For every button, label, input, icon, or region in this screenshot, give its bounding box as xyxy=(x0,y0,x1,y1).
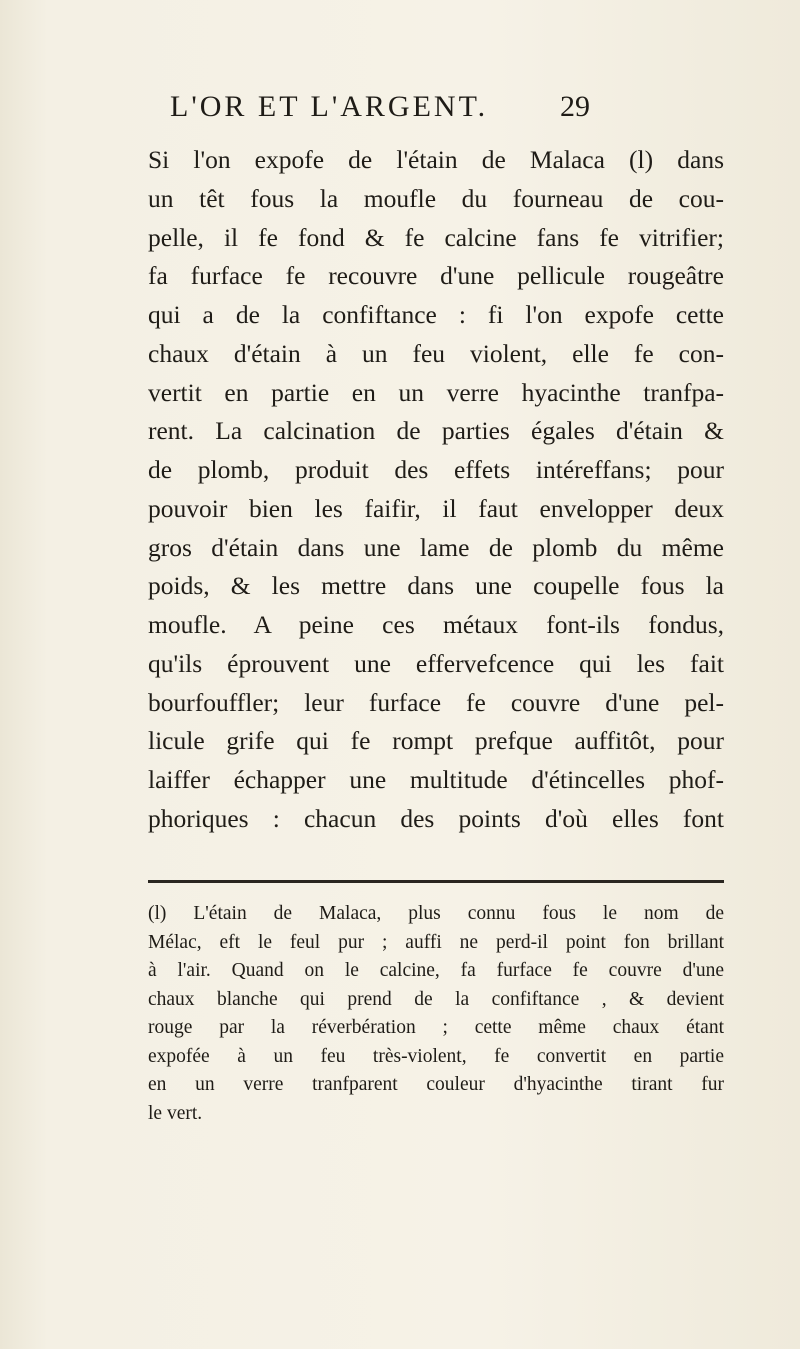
footnote-line: rouge par la réverbération ; cette même chaux étant xyxy=(148,1017,724,1038)
text-line: gros d'étain dans une lame de plomb du même xyxy=(148,532,724,562)
running-header xyxy=(170,90,590,124)
text-line: Si l'on expofe de l'étain de Malaca (l) dans xyxy=(148,145,724,174)
page-number: 29 xyxy=(560,90,590,123)
footnote-line: Mélac, eft le feul pur ; auffi ne perd-il point fon brillant xyxy=(148,931,724,953)
main-text xyxy=(148,141,724,839)
footnote-line: en un verre tranfparent couleur d'hyacinthe tirant fur xyxy=(148,1074,724,1095)
text-line: un têt fous la moufle du fourneau de cou- xyxy=(148,183,724,213)
footnote-line: le vert. xyxy=(148,1102,203,1124)
text-line: chaux d'étain à un feu violent, elle fe con- xyxy=(148,338,724,368)
running-title: L'OR ET L'ARGENT. xyxy=(170,90,489,123)
footnote-line: expofée à un feu très-violent, fe convertit en partie xyxy=(148,1045,724,1067)
text-line: de plomb, produit des effets intéreffans; pour xyxy=(148,455,724,484)
text-line: rent. La calcination de parties égales d'étain & xyxy=(148,416,724,446)
text-line: fa furface fe recouvre d'une pellicule rougeâtre xyxy=(148,261,724,291)
text-line: moufle. A peine ces métaux font-ils fondus, xyxy=(148,610,724,639)
text-line: poids, & les mettre dans une coupelle fous la xyxy=(148,571,724,601)
text-line: pelle, il fe fond & fe calcine fans fe vitrifier; xyxy=(148,222,724,252)
footnote xyxy=(148,900,724,1128)
footnote-line: (l) L'étain de Malaca, plus connu fous le nom de xyxy=(148,903,724,924)
footnote-line: à l'air. Quand on le calcine, fa furface fe couvre d'une xyxy=(148,960,724,981)
text-line: phoriques : chacun des points d'où elles font xyxy=(148,803,724,833)
text-line: pouvoir bien les faifir, il faut envelopper deux xyxy=(148,493,724,523)
text-line: qu'ils éprouvent une effervefcence qui les fait xyxy=(148,648,724,678)
text-line: licule grife qui fe rompt prefque auffitôt, pour xyxy=(148,726,724,756)
text-line: laiffer échapper une multitude d'étincelles phof- xyxy=(148,765,724,794)
text-line: qui a de la confiftance : fi l'on expofe cette xyxy=(148,300,724,329)
text-line: bourfouffler; leur furface fe couvre d'une pel- xyxy=(148,687,724,717)
footnote-line: chaux blanche qui prend de la confiftance , & devient xyxy=(148,988,724,1010)
text-line: vertit en partie en un verre hyacinthe tranfpa- xyxy=(148,377,724,407)
footnote-rule xyxy=(148,880,724,883)
